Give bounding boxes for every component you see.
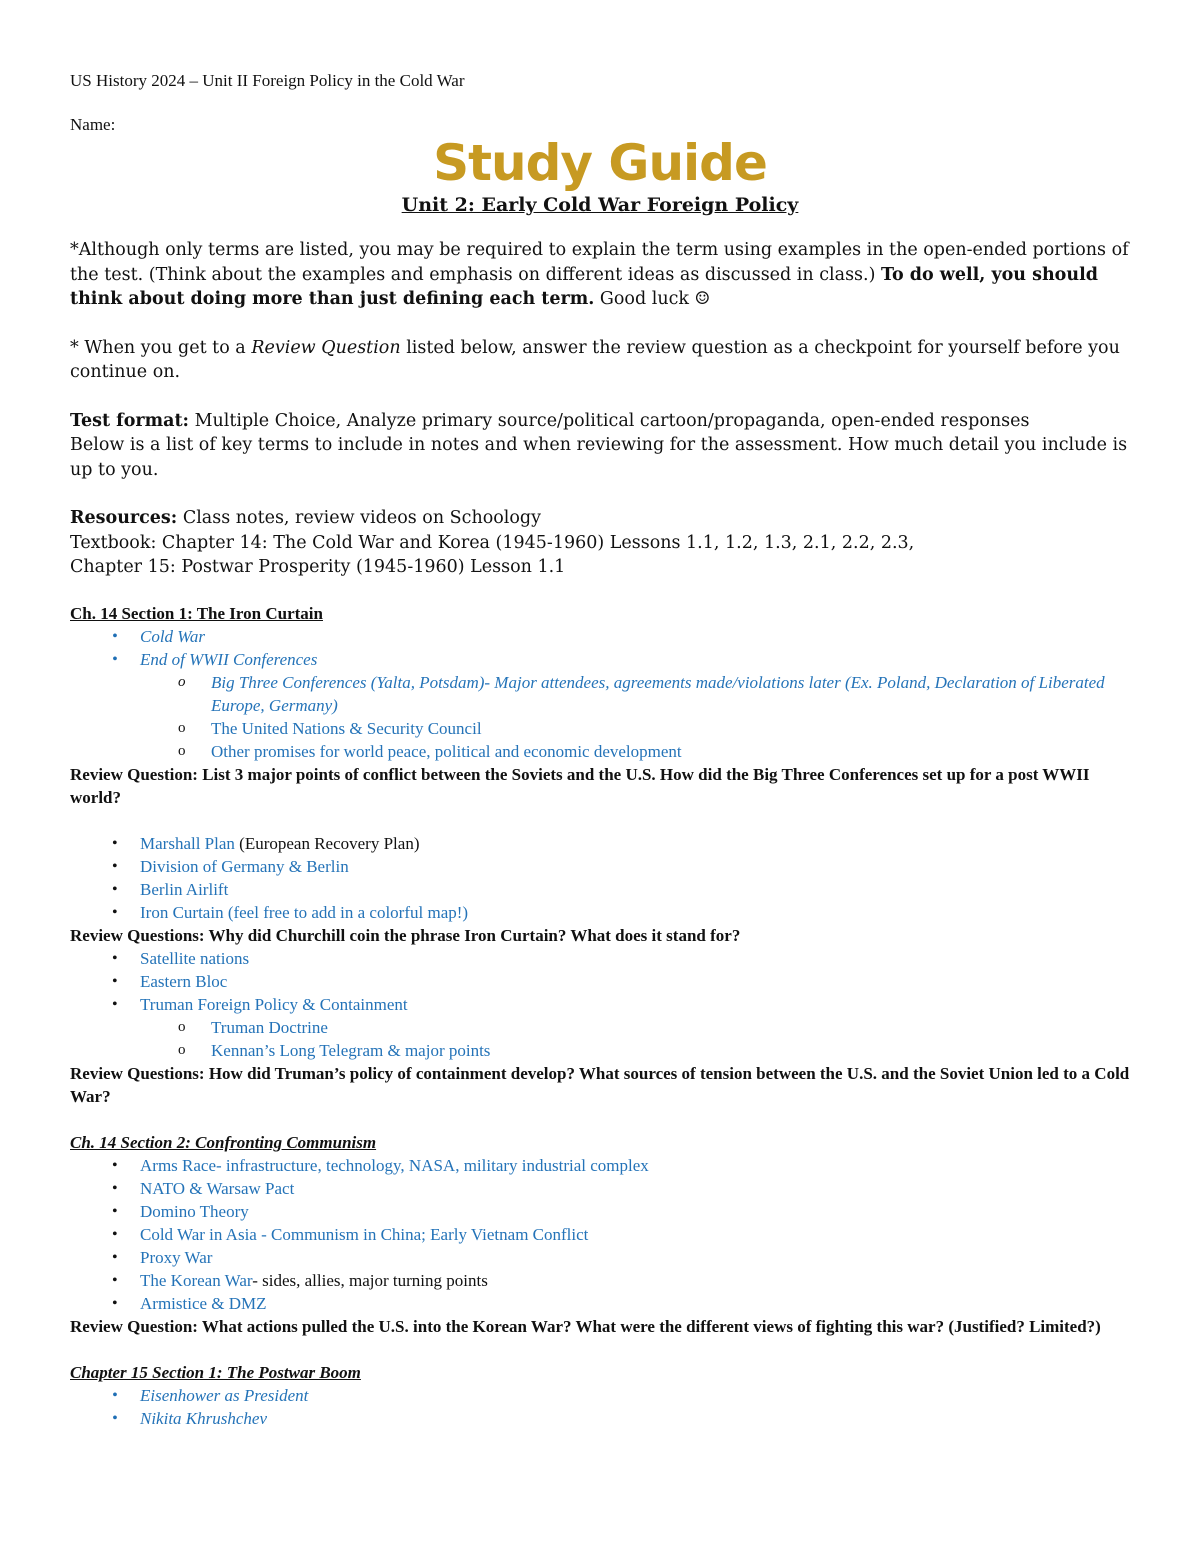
list-item: • Iron Curtain (feel free to add in a colorful map!) [70, 901, 1130, 924]
list-item: • Berlin Airlift [70, 878, 1130, 901]
test-format-text: Multiple Choice, Analyze primary source/political cartoon/propaganda, open-ended responses [189, 410, 1030, 431]
test-format-label: Test format: [70, 410, 189, 431]
sub-list-item: o Kennan’s Long Telegram & major points [70, 1039, 1130, 1062]
list-item: • Eastern Bloc [70, 970, 1130, 993]
list-item: • NATO & Warsaw Pact [70, 1177, 1130, 1200]
list-item: • End of WWII Conferences [70, 648, 1130, 671]
list-item: • Cold War [70, 625, 1130, 648]
list-item: • Armistice & DMZ [70, 1292, 1130, 1315]
term-korean-war: The Korean War [140, 1270, 253, 1290]
sub-list-item: o Other promises for world peace, political and economic development [70, 740, 1130, 763]
list-item: • Division of Germany & Berlin [70, 855, 1130, 878]
unit-subtitle: Unit 2: Early Cold War Foreign Policy [401, 194, 799, 216]
list-item: • Proxy War [70, 1246, 1130, 1269]
term-extra: (European Recovery Plan) [234, 833, 420, 853]
intro-end: Good luck ☺ [594, 289, 711, 309]
chapter15-line: Chapter 15: Postwar Prosperity (1945-1960) Lesson 1.1 [70, 557, 566, 577]
test-format [70, 409, 1130, 434]
section1-heading: Ch. 14 Section 1: The Iron Curtain [70, 603, 323, 623]
course-header: US History 2024 – Unit II Foreign Policy in the Cold War [70, 71, 465, 90]
term-extra: - sides, allies, major turning points [252, 1270, 488, 1290]
page-title: Study Guide [433, 134, 767, 192]
list-item: • Cold War in Asia - Communism in China; Early Vietnam Conflict [70, 1223, 1130, 1246]
list-item: • Nikita Khrushchev [70, 1407, 1130, 1430]
resources-label: Resources: [70, 508, 178, 528]
textbook-line: Textbook: Chapter 14: The Cold War and Korea (1945-1960) Lessons 1.1, 1.2, 1.3, 2.1, 2.2, 2.3, [70, 532, 915, 553]
sub-list-item: o The United Nations & Security Council [70, 717, 1130, 740]
section3-heading: Chapter 15 Section 1: The Postwar Boom [70, 1362, 361, 1382]
review-note [70, 336, 1130, 385]
intro-bold: To do well, you should think about doing more than just defining each term. [70, 264, 1098, 309]
list-item: • Truman Foreign Policy & Containment [70, 993, 1130, 1016]
list-item [70, 1269, 1130, 1292]
review-note-a: * When you get to a [70, 337, 252, 358]
section2-heading: Ch. 14 Section 2: Confronting Communism [70, 1132, 377, 1152]
sub-list-item: o Big Three Conferences (Yalta, Potsdam)- Major attendees, agreements made/violations later (Ex. Poland, Declaration of Liberated Europe, Germany) [70, 671, 1130, 717]
study-guide-page [70, 70, 1130, 1430]
term-marshall-plan: Marshall Plan [140, 833, 235, 853]
resources-text: Class notes, review videos on Schoology [177, 508, 542, 528]
intro-paragraph [70, 238, 1130, 312]
review-question-4: Review Question: What actions pulled the U.S. into the Korean War? What were the different views of fighting this war? (Justified? Limited?) [70, 1316, 1101, 1336]
list-item: • Satellite nations [70, 947, 1130, 970]
review-note-b: listed below, answer the review question as a checkpoint for yourself before you continue on. [70, 337, 1120, 382]
intro-text: *Although only terms are listed, you may be required to explain the term using examples in the open-ended portions of the test. (Think about the examples and emphasis on different ideas as discussed in class.) [70, 240, 1129, 285]
review-question-3: Review Questions: How did Truman’s policy of containment develop? What sources of tension between the U.S. and the Soviet Union led to a Cold War? [70, 1063, 1130, 1106]
list-item: • Domino Theory [70, 1200, 1130, 1223]
review-question-2: Review Questions: Why did Churchill coin the phrase Iron Curtain? What does it stand for? [70, 925, 741, 945]
list-item: • Arms Race- infrastructure, technology, NASA, military industrial complex [70, 1154, 1130, 1177]
list-item: • Eisenhower as President [70, 1384, 1130, 1407]
sub-list-item: o Truman Doctrine [70, 1016, 1130, 1039]
list-item [70, 832, 1130, 855]
name-label: Name: [70, 115, 116, 134]
review-question-1: Review Question: List 3 major points of conflict between the Soviets and the U.S. How did the Big Three Conferences set up for a post WWII world? [70, 764, 1090, 807]
resources [70, 506, 1130, 531]
test-format-line2: Below is a list of key terms to include in notes and when reviewing for the assessment. How much detail you include is up to you. [70, 435, 1128, 480]
review-note-italic: Review Question [251, 337, 401, 358]
